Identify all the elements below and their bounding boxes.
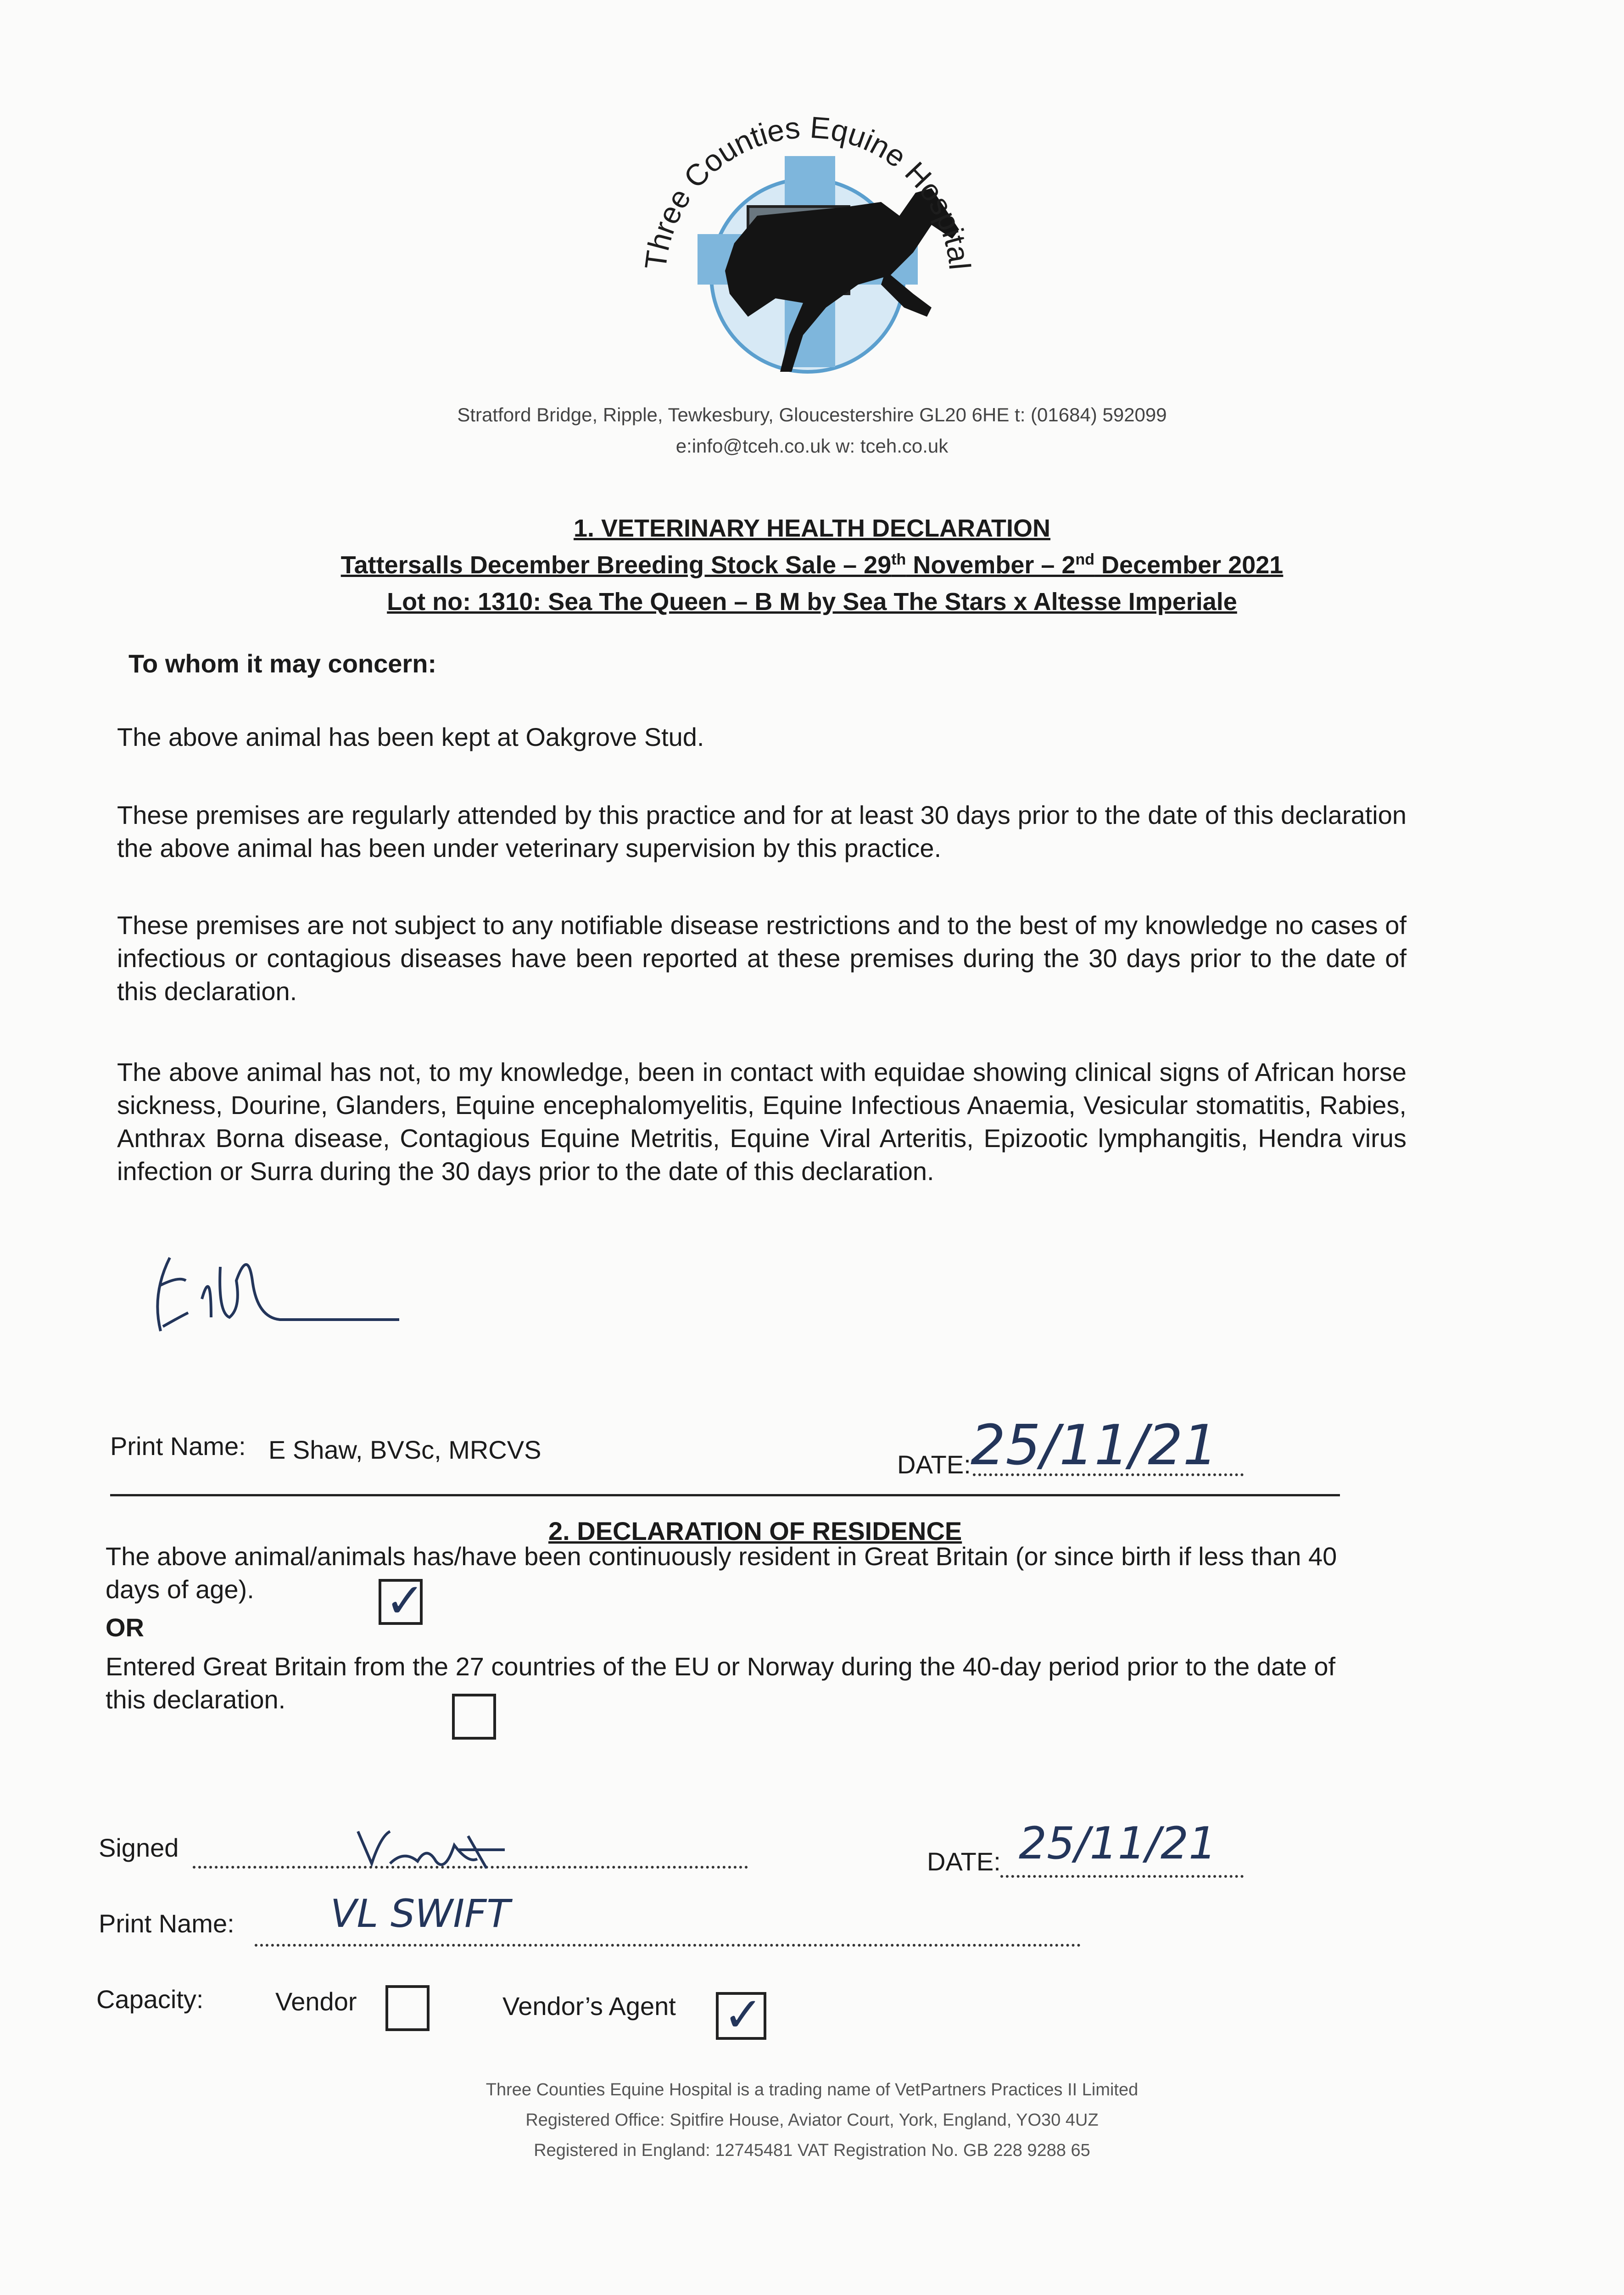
vet-date-label: DATE: — [897, 1450, 971, 1479]
vendor-signature — [353, 1818, 514, 1877]
vendor-print-name-value: VL SWIFT — [330, 1891, 510, 1936]
section1-title: 1. VETERINARY HEALTH DECLARATION — [573, 515, 1051, 542]
salutation: To whom it may concern: — [128, 649, 437, 678]
vendor-date-label: DATE: — [927, 1847, 1001, 1876]
sale-sup-a: th — [891, 551, 906, 568]
residence-option1-checkbox[interactable] — [379, 1573, 425, 1629]
header-address: Stratford Bridge, Ripple, Tewkesbury, Gloucestershire GL20 6HE t: (01684) 592099 — [457, 404, 1167, 425]
capacity-label: Capacity: — [96, 1985, 204, 2014]
sale-text-b: November – 2 — [906, 551, 1076, 579]
residence-option2-checkbox[interactable] — [452, 1694, 496, 1740]
vendor-date-value: 25/11/21 — [1019, 1818, 1217, 1869]
paragraph-kept-at: The above animal has been kept at Oakgrove Stud. — [117, 722, 704, 751]
paragraph-no-contact: The above animal has not, to my knowledge, been in contact with equidae showing clinical signs of African horse sickness, Dourine, Glanders, Equine encephalomyelitis, Equine Infectious Anaemia, Vesicular stomatitis, Rabies, Anthrax Borna disease, Contagious Equine Metritis, Equine Viral Arteritis, Epizootic lymphangitis, Hendra virus infection or Surra during the 30 days prior to the date of this declaration. — [117, 1058, 1406, 1186]
logo-text: Three Counties Equine Hospital — [638, 110, 977, 272]
vet-print-name-label: Print Name: — [110, 1432, 246, 1461]
sale-line — [0, 551, 1624, 579]
vendor-checkbox[interactable] — [385, 1985, 430, 2031]
sale-text-a: Tattersalls December Breeding Stock Sale – 29 — [340, 551, 892, 579]
vet-date-value: 25/11/21 — [971, 1414, 1218, 1478]
lot-line: Lot no: 1310: Sea The Queen – B M by Sea The Stars x Altesse Imperiale — [387, 588, 1237, 616]
footer-trading-name: Three Counties Equine Hospital is a trading name of VetPartners Practices II Limited — [486, 2080, 1138, 2099]
header-contact: e:info@tceh.co.uk w: tceh.co.uk — [675, 435, 949, 457]
vendor-print-name-label: Print Name: — [99, 1909, 234, 1938]
vendor-label: Vendor — [275, 1987, 357, 2016]
paragraph-supervision: These premises are regularly attended by this practice and for at least 30 days prior to the date of this declaration the above animal has been under veterinary supervision by this practice. — [117, 800, 1406, 862]
section-divider — [110, 1494, 1340, 1496]
vendor-agent-label: Vendor’s Agent — [502, 1992, 676, 2021]
vet-print-name-value: E Shaw, BVSc, MRCVS — [268, 1435, 541, 1464]
vet-signature — [142, 1239, 408, 1359]
footer-registration: Registered in England: 12745481 VAT Registration No. GB 228 9288 65 — [534, 2141, 1090, 2160]
residence-option2-text: Entered Great Britain from the 27 countries of the EU or Norway during the 40-day period prior to the date of this declaration. — [106, 1652, 1336, 1714]
vendor-date-line — [1000, 1875, 1244, 1878]
footer-registered-office: Registered Office: Spitfire House, Aviator Court, York, England, YO30 4UZ — [525, 2110, 1099, 2130]
vendor-print-name-line — [255, 1944, 1081, 1947]
residence-option1-text: The above animal/animals has/have been continuously resident in Great Britain (or since birth if less than 40 days of age). — [106, 1542, 1337, 1604]
paragraph-no-restrictions: These premises are not subject to any notifiable disease restrictions and to the best of my knowledge no cases of infectious or contagious diseases have been reported at these premises during the 30 days prior to the date of this declaration. — [117, 911, 1406, 1006]
sale-sup-b: nd — [1075, 551, 1095, 568]
vendor-agent-checkbox[interactable] — [716, 1987, 766, 2043]
hospital-logo-graphic — [610, 78, 1005, 390]
or-label: OR — [106, 1613, 144, 1642]
section2-title: 2. DECLARATION OF RESIDENCE — [548, 1517, 962, 1545]
check-mark-icon: ✓ — [385, 1573, 425, 1629]
sale-text-c: December 2021 — [1094, 551, 1284, 579]
check-mark-icon: ✓ — [723, 1987, 764, 2043]
hospital-logo — [610, 78, 1005, 390]
signed-label: Signed — [99, 1833, 179, 1862]
